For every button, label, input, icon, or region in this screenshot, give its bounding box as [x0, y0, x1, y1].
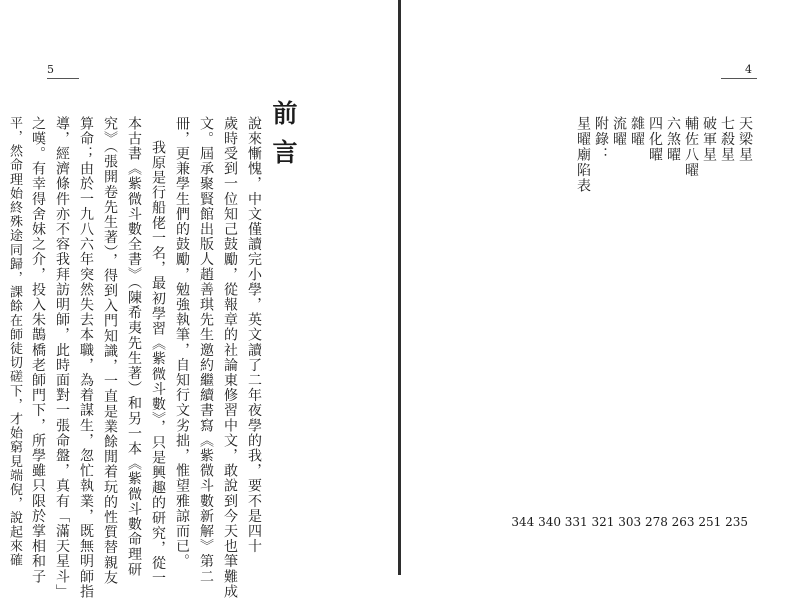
left-page-number: 5: [47, 63, 54, 76]
toc-entry: 輔佐八曜: [683, 116, 699, 178]
preface-column: 文。屆承聚賢館出版人趙善琪先生邀約繼續書寫《紫微斗數新解》第二: [198, 116, 214, 585]
preface-column: [0, 116, 3, 567]
left-header-rule: [47, 78, 79, 79]
toc-entry: 六煞曜: [665, 116, 681, 163]
preface-column: 說來慚愧，中文僅讀完小學，英文讀了二年夜學的我，要不是四十: [246, 116, 262, 554]
preface-column: 本古書《紫微斗數全書》（陳希夷先生著）和另一本《紫微斗數命理研: [126, 116, 142, 578]
toc-entry: 破軍星: [701, 116, 717, 163]
preface-column: 導，經濟條件亦不容我拜訪明師，此時面對一張命盤，真有「滿天星斗」: [54, 116, 70, 599]
right-page: [401, 0, 800, 575]
preface-column: 平，然命理始終殊途同歸，課餘在師徒切磋下，才始窮見端倪，說起來確: [7, 116, 22, 568]
preface-column: 究》（張開卷先生著），得到入門知識，一直是業餘閒着玩的性質替親友: [102, 116, 118, 586]
toc-entry: 天梁星: [737, 116, 753, 163]
left-page: [0, 0, 399, 599]
preface-column: 算命；由於一九八六年突然失去本職，為着謀生，忽忙執業，既無明師指: [78, 116, 94, 599]
preface-column: 冊，更兼學生們的鼓勵，勉強執筆，自知行文劣拙，惟望雅諒而已。: [174, 116, 190, 569]
preface-column: 之嘆。有幸得舍妹之介，投入朱鵲橋老師門下，所學雖只限於掌相和子: [30, 116, 46, 585]
preface-title: 前言: [269, 100, 298, 178]
toc-entry: 七殺星: [719, 116, 735, 163]
toc-page-numbers: 344 340 331 321 303 278 263 251 235: [511, 515, 748, 529]
toc-entry: 附錄：: [593, 116, 609, 163]
preface-column: 我原是行船佬一名，最初學習《紫微斗數》，只是興趣的研究，從一: [150, 140, 166, 586]
right-header-rule: [721, 78, 757, 79]
toc-entry: 星曜廟陷表: [575, 116, 591, 194]
toc-entry: 雜曜: [629, 116, 645, 147]
right-page-number: 4: [745, 63, 752, 76]
preface-column: 歲時受到一位知己鼓勵，從報章的社論東修習中文，敢說到今天也筆難成: [222, 116, 238, 599]
toc-entry: 流曜: [611, 116, 627, 147]
toc-entry: 四化曜: [647, 116, 663, 163]
